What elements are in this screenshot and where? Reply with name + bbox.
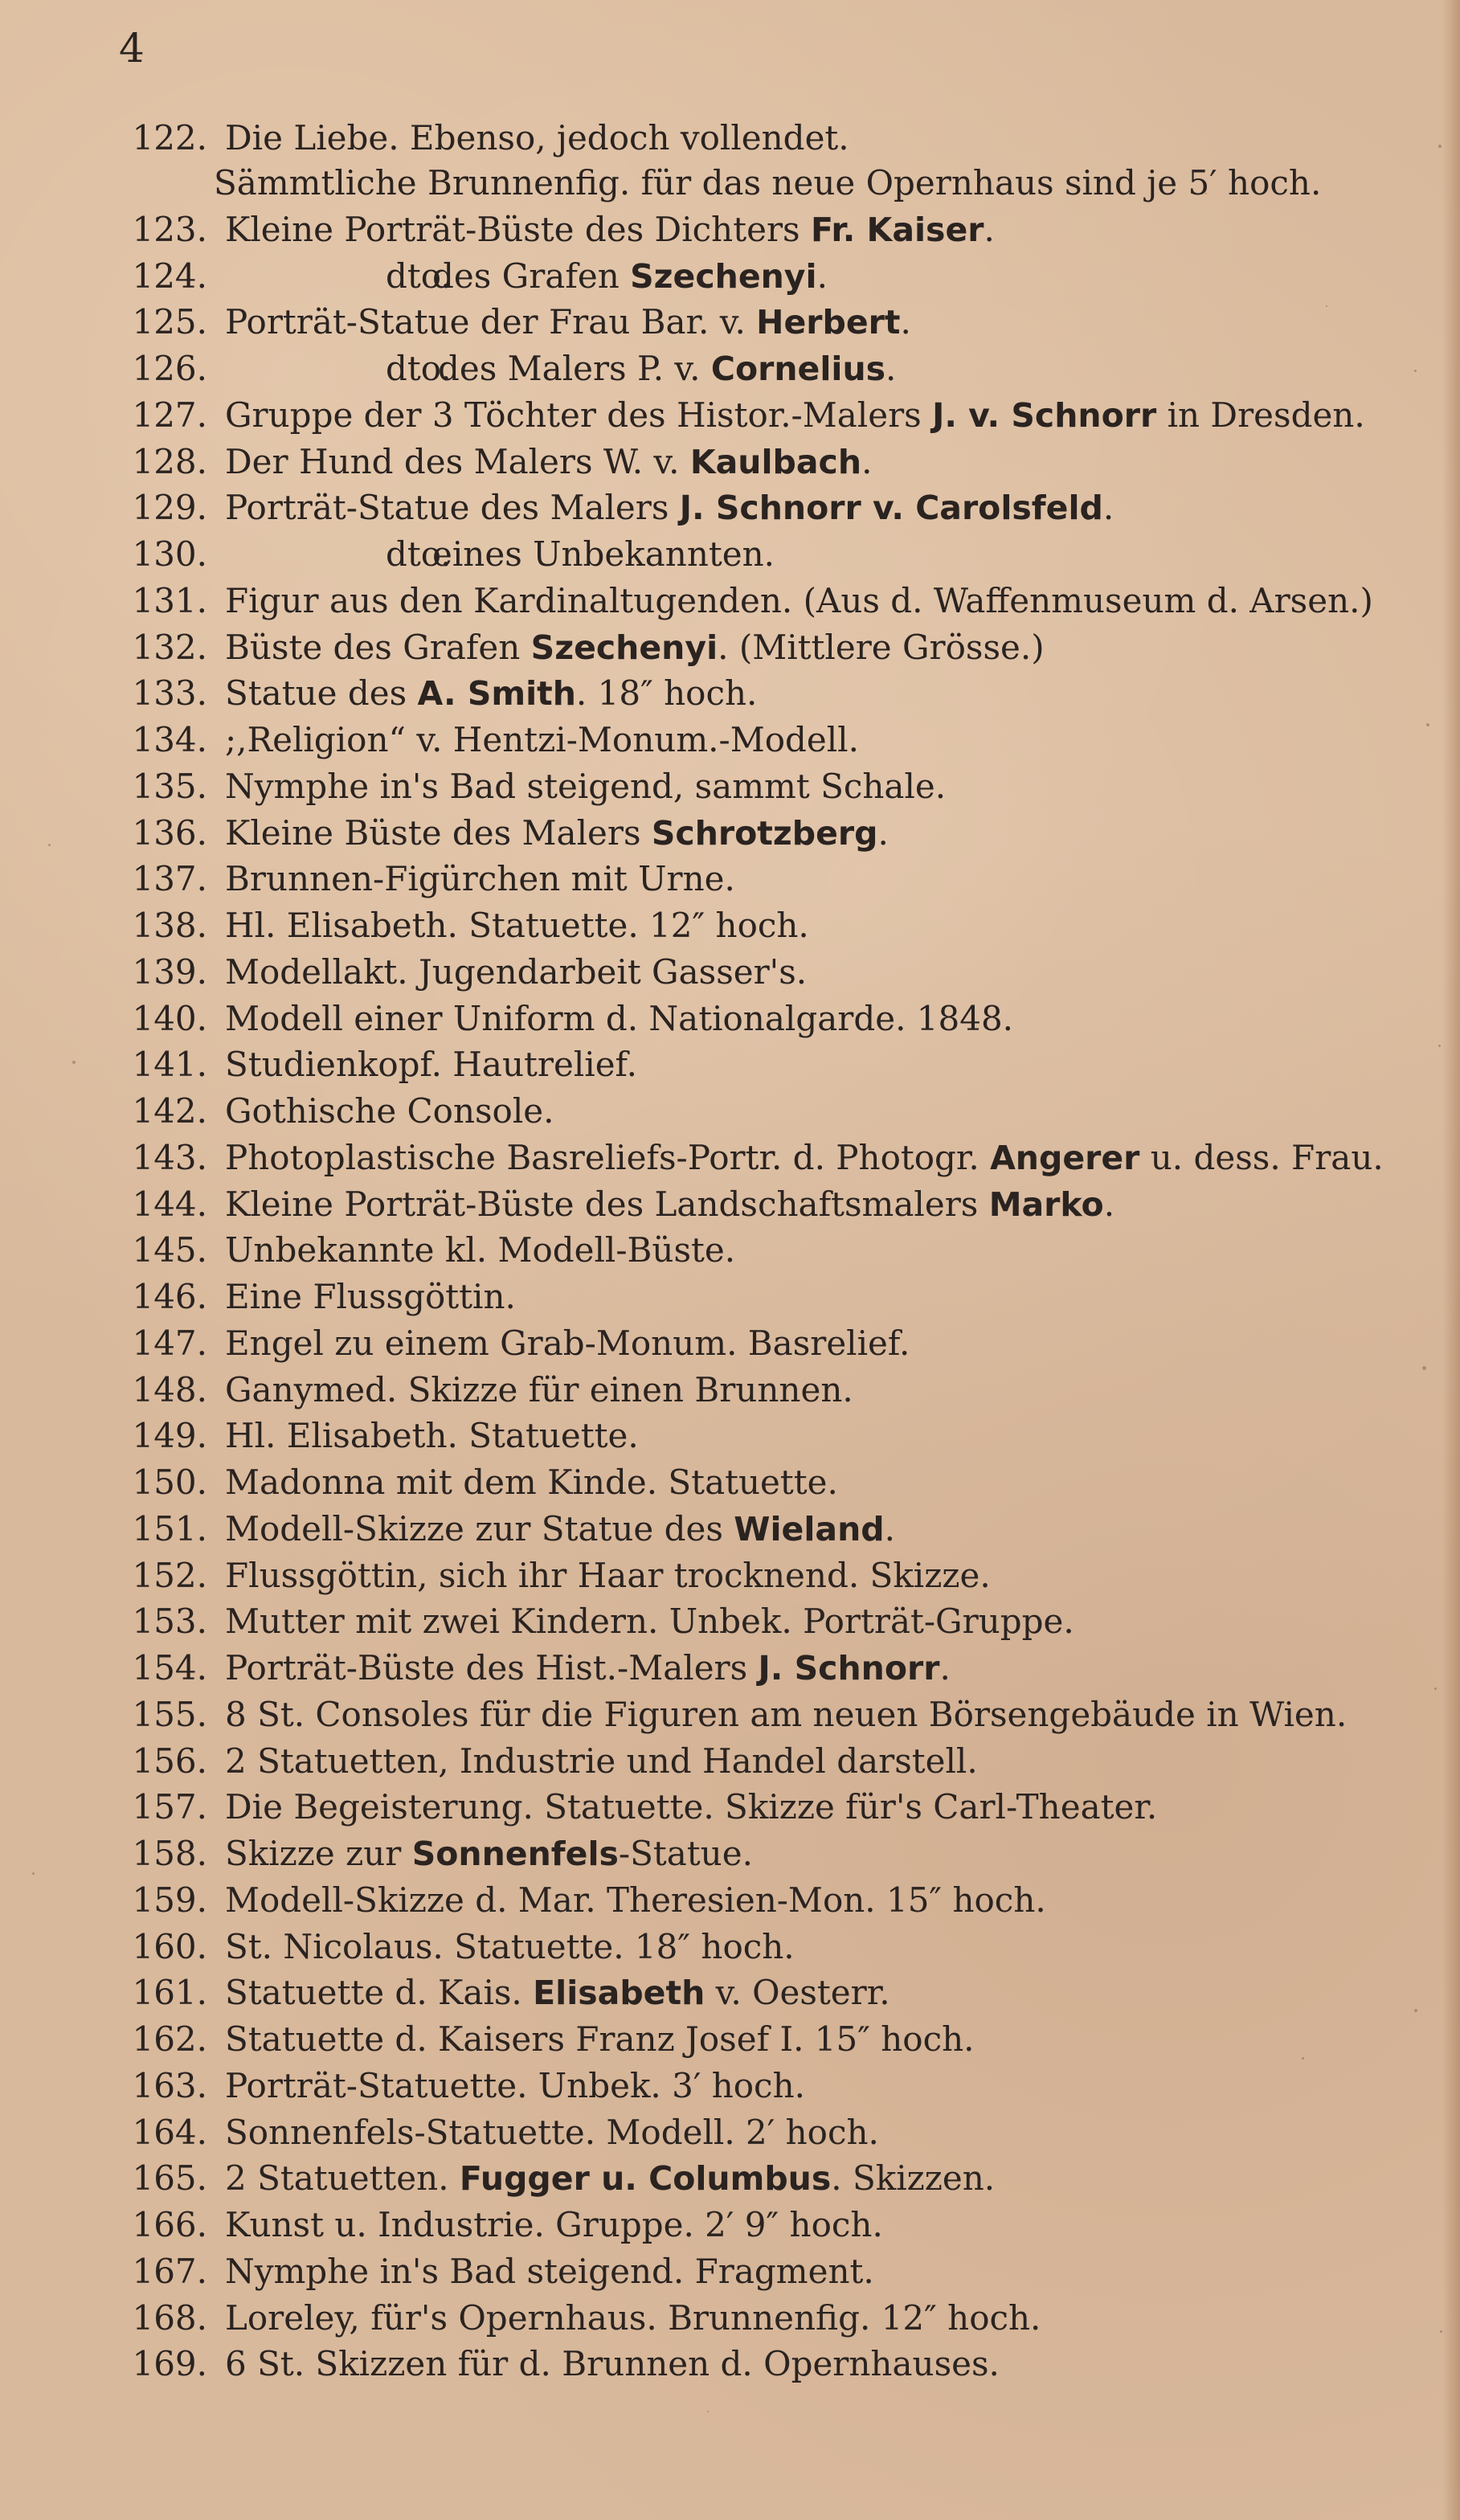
entry-description: Nymphe in's Bad steigend, sammt Schale. bbox=[225, 766, 947, 806]
entry-suffix: . bbox=[939, 1648, 951, 1688]
entry-number: 130. bbox=[132, 534, 207, 574]
entry-text bbox=[225, 1598, 1074, 1645]
entry-description: des Malers P. v. bbox=[438, 349, 711, 388]
entry-number: 160. bbox=[132, 1926, 207, 1966]
catalog-entry bbox=[0, 1552, 1446, 1599]
entry-number: 150. bbox=[132, 1462, 207, 1502]
entry-number: 159. bbox=[132, 1880, 207, 1920]
entry-text bbox=[225, 1831, 753, 1877]
person-name: Fr. Kaiser bbox=[810, 210, 984, 249]
entry-description: Madonna mit dem Kinde. Statuette. bbox=[225, 1462, 838, 1502]
entry-description: Porträt-Statuette. Unbek. 3′ hoch. bbox=[225, 2065, 805, 2105]
catalog-entry bbox=[0, 1088, 1446, 1135]
entry-description: Kunst u. Industrie. Gruppe. 2′ 9″ hoch. bbox=[225, 2205, 883, 2244]
entry-text bbox=[225, 531, 775, 578]
entry-number: 136. bbox=[132, 812, 207, 853]
entry-description: 8 St. Consoles für die Figuren am neuen Börsengebäude in Wien. bbox=[225, 1694, 1348, 1734]
catalog-entry bbox=[0, 1877, 1446, 1924]
entry-description: Brunnen-Figürchen mit Urne. bbox=[225, 859, 735, 899]
entry-suffix: . bbox=[877, 812, 889, 853]
catalog-entry bbox=[0, 1227, 1446, 1274]
entry-description: Modell einer Uniform d. Nationalgarde. 1848. bbox=[225, 998, 1014, 1038]
entry-number: 168. bbox=[132, 2297, 207, 2338]
catalog-entry bbox=[0, 115, 1446, 162]
paper-speck bbox=[32, 1872, 35, 1875]
entry-description: 2 Statuetten. bbox=[225, 2158, 460, 2199]
catalog-entry bbox=[0, 1924, 1446, 1970]
person-name: Wieland bbox=[734, 1509, 885, 1548]
entry-description: Flussgöttin, sich ihr Haar trocknend. Skizze. bbox=[225, 1555, 991, 1595]
catalog-entry bbox=[0, 670, 1446, 717]
entry-number: 164. bbox=[132, 2112, 207, 2152]
entry-text bbox=[225, 485, 1114, 531]
entry-description: Photoplastische Basreliefs-Portr. d. Photogr. bbox=[225, 1137, 991, 1177]
entry-number: 147. bbox=[132, 1323, 207, 1363]
paper-speck bbox=[1302, 2057, 1304, 2060]
entry-number: 152. bbox=[132, 1555, 207, 1595]
entry-number: 162. bbox=[132, 2019, 207, 2059]
paper-speck bbox=[72, 1061, 76, 1064]
person-name: Szechenyi bbox=[530, 628, 718, 667]
entry-number: 158. bbox=[132, 1834, 207, 1873]
entry-number: 146. bbox=[132, 1277, 207, 1316]
entry-description: Kleine Porträt-Büste des Dichters bbox=[225, 209, 811, 249]
entry-text bbox=[225, 2109, 879, 2156]
entry-number: 139. bbox=[132, 951, 207, 992]
paper-speck bbox=[1414, 2009, 1417, 2012]
entry-text bbox=[225, 1181, 1114, 1228]
entry-number: 141. bbox=[132, 1045, 207, 1085]
catalog-entry bbox=[0, 2202, 1446, 2248]
catalog-entry bbox=[0, 485, 1446, 531]
person-name: Angerer bbox=[990, 1138, 1140, 1177]
person-name: Cornelius bbox=[710, 350, 886, 388]
catalog-entry bbox=[0, 1181, 1446, 1228]
entry-text bbox=[225, 2063, 805, 2109]
entry-number: 166. bbox=[132, 2205, 207, 2244]
entry-number: 144. bbox=[132, 1184, 207, 1224]
entry-text bbox=[225, 578, 1373, 624]
catalog-entry bbox=[0, 1831, 1446, 1877]
entry-text bbox=[225, 1645, 951, 1692]
entry-number: 142. bbox=[132, 1091, 207, 1131]
entry-number: 135. bbox=[132, 766, 207, 806]
entry-description: Porträt-Büste des Hist.-Malers bbox=[225, 1648, 759, 1688]
entry-text bbox=[225, 1738, 978, 1785]
catalog-entry bbox=[0, 763, 1446, 810]
entry-description: des Grafen bbox=[432, 256, 631, 296]
entry-number: 122. bbox=[132, 118, 207, 158]
catalog-entry bbox=[0, 1784, 1446, 1831]
person-name: Sonnenfels bbox=[411, 1835, 619, 1873]
catalog-entry bbox=[0, 1135, 1446, 1181]
entry-description: 6 St. Skizzen für d. Brunnen d. Opernhauses. bbox=[225, 2344, 1000, 2384]
person-name: Marko bbox=[988, 1184, 1104, 1224]
entry-description: Ganymed. Skizze für einen Brunnen. bbox=[225, 1369, 853, 1409]
entry-text bbox=[225, 1459, 838, 1506]
entry-text bbox=[225, 949, 807, 996]
entry-text bbox=[225, 1877, 1046, 1924]
catalog-entry bbox=[0, 1459, 1446, 1506]
entry-number: 123. bbox=[132, 209, 207, 249]
entry-number: 124. bbox=[132, 256, 207, 296]
entry-description: Porträt-Statue des Malers bbox=[225, 488, 680, 528]
entry-description: Statuette d. Kais. bbox=[225, 1973, 534, 2013]
entry-suffix: . bbox=[884, 1508, 895, 1548]
entry-suffix: . 18″ hoch. bbox=[575, 673, 758, 714]
entry-description: Loreley, für's Opernhaus. Brunnenfig. 12″ hoch. bbox=[225, 2297, 1041, 2338]
catalog-entry bbox=[0, 207, 1446, 253]
entry-text bbox=[225, 1506, 895, 1552]
catalog-entry bbox=[0, 902, 1446, 949]
catalog-entry bbox=[0, 392, 1446, 439]
entry-description: Skizze zur bbox=[225, 1834, 412, 1873]
entry-text bbox=[225, 253, 828, 300]
paper-speck bbox=[1414, 370, 1417, 372]
entry-number: 127. bbox=[132, 395, 207, 435]
entry-122-note: Sämmtliche Brunnenfig. für das neue Opernhaus sind je 5′ hoch. bbox=[214, 163, 1322, 202]
entry-number: 154. bbox=[132, 1648, 207, 1688]
entry-suffix: . bbox=[900, 302, 911, 342]
entry-number: 137. bbox=[132, 859, 207, 899]
entry-description: Gothische Console. bbox=[225, 1091, 554, 1131]
catalog-entry bbox=[0, 856, 1446, 902]
person-name: Herbert bbox=[756, 303, 901, 342]
catalog-entry bbox=[0, 531, 1446, 578]
catalog-entry bbox=[0, 2109, 1446, 2156]
entry-number: 129. bbox=[132, 488, 207, 528]
entry-description: Nymphe in's Bad steigend. Fragment. bbox=[225, 2251, 874, 2291]
entry-number: 165. bbox=[132, 2158, 207, 2199]
entry-description: Statuette d. Kaisers Franz Josef I. 15″ hoch. bbox=[225, 2019, 975, 2059]
entry-number: 131. bbox=[132, 580, 207, 620]
entry-number: 125. bbox=[132, 302, 207, 342]
entry-description: Porträt-Statue der Frau Bar. v. bbox=[225, 302, 757, 342]
entry-suffix: in Dresden. bbox=[1156, 395, 1365, 435]
catalog-entry bbox=[0, 2063, 1446, 2109]
entry-text bbox=[225, 1320, 910, 1367]
entry-text bbox=[225, 810, 889, 857]
paper-speck bbox=[1438, 1045, 1441, 1047]
entry-description: Modell-Skizze zur Statue des bbox=[225, 1508, 734, 1548]
entry-description: Engel zu einem Grab-Monum. Basrelief. bbox=[225, 1323, 910, 1363]
ditto-mark: dto. bbox=[386, 534, 452, 574]
catalog-entry bbox=[0, 2155, 1446, 2202]
catalog-entry bbox=[0, 346, 1446, 392]
catalog-entry bbox=[0, 1645, 1446, 1692]
entry-text bbox=[225, 624, 1045, 671]
entry-number: 138. bbox=[132, 906, 207, 945]
person-name: Szechenyi bbox=[630, 256, 817, 296]
entry-text bbox=[225, 1274, 516, 1320]
entry-description: Modellakt. Jugendarbeit Gasser's. bbox=[225, 951, 808, 992]
entry-number: 143. bbox=[132, 1137, 207, 1177]
entry-text bbox=[225, 2341, 1000, 2387]
catalog-entry bbox=[0, 624, 1446, 671]
catalog-entry bbox=[0, 2248, 1446, 2295]
entry-suffix: . Skizzen. bbox=[831, 2158, 996, 2199]
entry-text bbox=[225, 1413, 639, 1459]
entry-text bbox=[225, 2155, 995, 2202]
entry-suffix: -Statue. bbox=[618, 1834, 753, 1873]
entry-number: 161. bbox=[132, 1973, 207, 2013]
page-edge-shading bbox=[1442, 0, 1460, 2520]
entry-description: St. Nicolaus. Statuette. 18″ hoch. bbox=[225, 1926, 795, 1966]
paper-speck bbox=[964, 1575, 966, 1577]
entry-description: Hl. Elisabeth. Statuette. 12″ hoch. bbox=[225, 906, 809, 945]
entry-description: ;,Religion“ v. Hentzi-Monum.-Modell. bbox=[225, 720, 859, 759]
entry-text bbox=[225, 670, 757, 717]
paper-speck bbox=[1205, 193, 1207, 194]
entry-text bbox=[225, 1367, 853, 1413]
entry-text bbox=[225, 346, 896, 392]
entry-text bbox=[225, 115, 849, 162]
entry-text bbox=[225, 2295, 1041, 2342]
entry-text bbox=[225, 1692, 1347, 1738]
ditto-mark: dto. bbox=[386, 349, 452, 388]
entry-suffix: u. dess. Frau. bbox=[1139, 1137, 1384, 1177]
entry-text bbox=[225, 763, 946, 810]
entry-number: 133. bbox=[132, 673, 207, 714]
entry-number: 167. bbox=[132, 2251, 207, 2291]
entry-text bbox=[225, 2202, 883, 2248]
catalog-entry bbox=[0, 2295, 1446, 2342]
person-name: Fugger u. Columbus bbox=[459, 2159, 832, 2199]
person-name: A. Smith bbox=[417, 674, 576, 714]
paper-speck bbox=[1422, 1366, 1426, 1370]
entry-description: eines Unbekannten. bbox=[432, 534, 775, 574]
paper-speck bbox=[1326, 305, 1327, 307]
entry-description: Kleine Büste des Malers bbox=[225, 812, 652, 853]
catalog-entry bbox=[0, 1413, 1446, 1459]
entry-text bbox=[225, 1041, 637, 1088]
catalog-entry bbox=[0, 996, 1446, 1042]
entry-description: Mutter mit zwei Kindern. Unbek. Porträt-Gruppe. bbox=[225, 1602, 1074, 1642]
entry-text bbox=[225, 856, 735, 902]
entry-number: 163. bbox=[132, 2065, 207, 2105]
entry-description: Die Begeisterung. Statuette. Skizze für's Carl-Theater. bbox=[225, 1787, 1158, 1827]
entry-text bbox=[225, 717, 859, 763]
entry-text bbox=[225, 1552, 991, 1599]
entry-number: 169. bbox=[132, 2344, 207, 2384]
catalog-entry bbox=[0, 810, 1446, 857]
entry-number: 151. bbox=[132, 1508, 207, 1548]
paper-speck bbox=[1434, 1688, 1437, 1690]
entry-text bbox=[225, 1924, 795, 1970]
entry-text bbox=[225, 2248, 874, 2295]
entry-description: Figur aus den Kardinaltugenden. (Aus d. Waffenmuseum d. Arsen.) bbox=[225, 580, 1373, 620]
entry-description: Modell-Skizze d. Mar. Theresien-Mon. 15″ hoch. bbox=[225, 1880, 1046, 1920]
entry-text bbox=[225, 2016, 975, 2063]
entry-number: 156. bbox=[132, 1741, 207, 1781]
entry-number: 126. bbox=[132, 349, 207, 388]
catalog-entry bbox=[0, 1274, 1446, 1320]
entry-text bbox=[225, 1135, 1384, 1181]
entry-text bbox=[225, 996, 1013, 1042]
entry-text bbox=[225, 439, 872, 485]
page-number: 4 bbox=[119, 25, 145, 72]
catalog-entry bbox=[0, 1320, 1446, 1367]
entry-suffix: . bbox=[984, 209, 995, 249]
entry-text bbox=[225, 1227, 735, 1274]
entry-number: 134. bbox=[132, 720, 207, 759]
entry-description: Kleine Porträt-Büste des Landschaftsmalers bbox=[225, 1184, 989, 1224]
entry-suffix: . bbox=[885, 349, 897, 388]
paper-speck bbox=[707, 2411, 709, 2412]
catalog-entry bbox=[0, 717, 1446, 763]
entry-number: 157. bbox=[132, 1787, 207, 1827]
entry-number: 148. bbox=[132, 1369, 207, 1409]
entry-text bbox=[225, 392, 1365, 439]
entry-text bbox=[225, 207, 995, 253]
entry-text bbox=[225, 1970, 890, 2016]
person-name: Elisabeth bbox=[533, 1974, 705, 2013]
catalog-entry bbox=[0, 1738, 1446, 1785]
entry-description: Büste des Grafen bbox=[225, 627, 531, 667]
catalog-entry bbox=[0, 1692, 1446, 1738]
catalog-entry bbox=[0, 439, 1446, 485]
entry-description: Unbekannte kl. Modell-Büste. bbox=[225, 1230, 736, 1270]
person-name: Kaulbach bbox=[689, 442, 862, 481]
paper-speck bbox=[1426, 723, 1429, 726]
entry-number: 149. bbox=[132, 1416, 207, 1456]
entry-description: Der Hund des Malers W. v. bbox=[225, 441, 690, 481]
entry-suffix: . (Mittlere Grösse.) bbox=[718, 627, 1045, 667]
person-name: J. Schnorr v. Carolsfeld bbox=[679, 489, 1103, 528]
entry-text bbox=[225, 299, 911, 346]
entry-description: Eine Flussgöttin. bbox=[225, 1277, 516, 1316]
entry-text bbox=[225, 902, 809, 949]
entry-description: Hl. Elisabeth. Statuette. bbox=[225, 1416, 639, 1456]
catalog-entry bbox=[0, 2016, 1446, 2063]
entry-suffix: . bbox=[816, 256, 828, 296]
catalog-entry bbox=[0, 1367, 1446, 1413]
entry-number: 132. bbox=[132, 627, 207, 667]
ditto-mark: dto. bbox=[386, 256, 452, 296]
catalog-entry bbox=[0, 1598, 1446, 1645]
catalog-entry bbox=[0, 578, 1446, 624]
catalog-entry bbox=[0, 299, 1446, 346]
person-name: J. v. Schnorr bbox=[932, 395, 1157, 435]
paper-speck bbox=[48, 844, 51, 846]
entry-description: 2 Statuetten, Industrie und Handel darstell. bbox=[225, 1741, 978, 1781]
paper-speck bbox=[1440, 2330, 1442, 2333]
person-name: J. Schnorr bbox=[758, 1649, 940, 1688]
entry-suffix: . bbox=[861, 441, 873, 481]
catalog-entry bbox=[0, 253, 1446, 300]
entry-suffix: . bbox=[1103, 1184, 1115, 1224]
catalog-entry bbox=[0, 1970, 1446, 2016]
entry-number: 153. bbox=[132, 1602, 207, 1642]
entry-description: Die Liebe. Ebenso, jedoch vollendet. bbox=[225, 118, 849, 158]
catalog-entry bbox=[0, 1041, 1446, 1088]
entry-description: Statue des bbox=[225, 673, 418, 714]
catalog-entry bbox=[0, 1506, 1446, 1552]
entry-text bbox=[225, 1784, 1157, 1831]
entry-description: Sonnenfels-Statuette. Modell. 2′ hoch. bbox=[225, 2112, 879, 2152]
entry-number: 140. bbox=[132, 998, 207, 1038]
entry-description: Gruppe der 3 Töchter des Histor.-Malers bbox=[225, 395, 933, 435]
entry-number: 145. bbox=[132, 1230, 207, 1270]
person-name: Schrotzberg bbox=[651, 813, 878, 853]
catalog-entry bbox=[0, 949, 1446, 996]
entry-text bbox=[225, 1088, 554, 1135]
paper-speck bbox=[1438, 145, 1442, 148]
entry-suffix: v. Oesterr. bbox=[705, 1973, 890, 2013]
catalog-entry bbox=[0, 2341, 1446, 2387]
entry-number: 155. bbox=[132, 1694, 207, 1734]
entry-description: Studienkopf. Hautrelief. bbox=[225, 1045, 637, 1085]
entry-suffix: . bbox=[1102, 488, 1114, 528]
entry-number: 128. bbox=[132, 441, 207, 481]
